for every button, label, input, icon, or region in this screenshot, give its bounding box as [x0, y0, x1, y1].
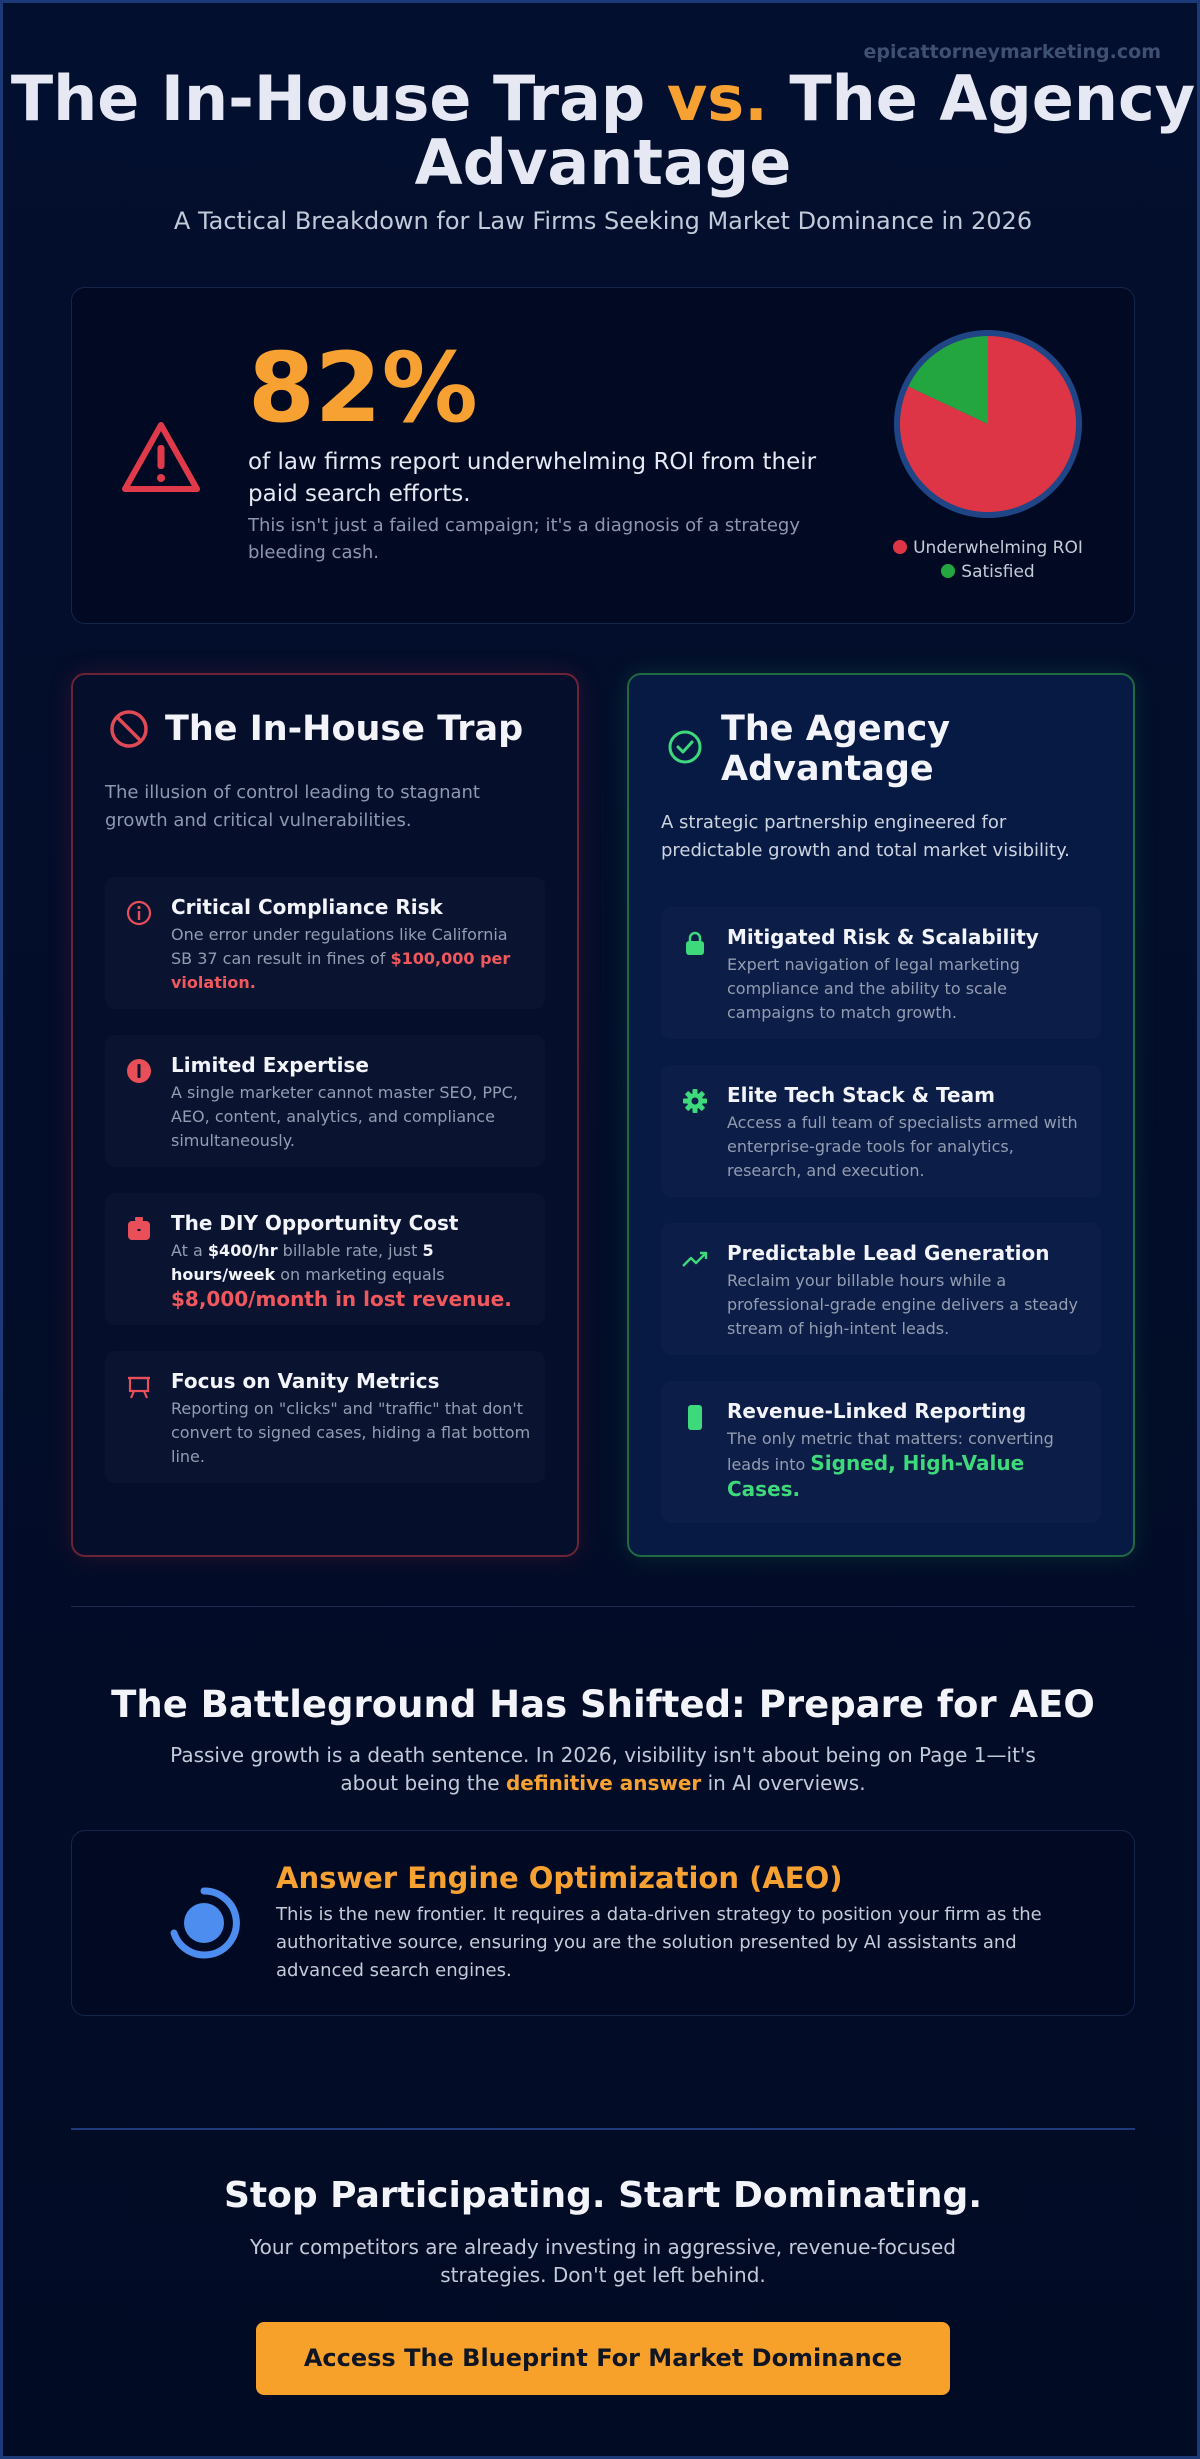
access-blueprint-button[interactable]: Access The Blueprint For Market Dominance	[256, 2322, 950, 2395]
trap-item-vanity-metrics	[105, 1351, 545, 1483]
trap-item-title: The DIY Opportunity Cost	[171, 1211, 459, 1235]
prohibited-icon	[109, 709, 149, 749]
page-title	[3, 62, 1200, 199]
fine-amount: $100,000 per violation.	[171, 949, 511, 992]
lost-revenue: $8,000/month in lost revenue.	[171, 1287, 512, 1311]
advantage-item-title: Elite Tech Stack & Team	[727, 1083, 995, 1107]
advantage-item-body: Expert navigation of legal marketing compliance and the ability to scale campaigns to match growth.	[727, 955, 1020, 1022]
target-ring-icon	[168, 1887, 240, 1959]
advantage-item-tech	[661, 1065, 1101, 1197]
aeo-card	[71, 1830, 1135, 2016]
advantage-item-title: Mitigated Risk & Scalability	[727, 925, 1039, 949]
trap-description: The illusion of control leading to stagnant growth and critical vulnerabilities.	[105, 782, 480, 831]
trap-item-body: Reporting on "clicks" and "traffic" that don't convert to signed cases, hiding a flat bottom line.	[171, 1399, 531, 1466]
body-part-a: At a	[171, 1241, 208, 1260]
advantage-item-text: The only metric that matters: converting leads into	[727, 1429, 1054, 1474]
trending-up-icon	[681, 1245, 709, 1273]
advantage-item-body	[727, 1427, 1089, 1503]
stat-card	[71, 287, 1135, 624]
advantage-item-body: Reclaim your billable hours while a professional-grade engine delivers a steady stream of high-intent leads.	[727, 1271, 1078, 1338]
advantage-item-title: Predictable Lead Generation	[727, 1241, 1050, 1265]
trap-item-body	[171, 1239, 533, 1313]
page-subtitle: A Tactical Breakdown for Law Firms Seeking Market Dominance in 2026	[173, 207, 1033, 235]
aeo-card-body: This is the new frontier. It requires a data-driven strategy to position your firm as the authoritative source, ensuring you are the solution presented by AI assistants and advanced search engines.	[276, 1904, 1042, 1981]
trap-title: The In-House Trap	[165, 709, 524, 749]
mobile-phone-icon	[681, 1403, 709, 1431]
warning-triangle-icon	[120, 419, 202, 495]
stat-value: 82%	[248, 332, 478, 444]
hours-per-week: 5 hours/week	[171, 1241, 434, 1284]
stat-main-text: of law firms report underwhelming ROI from their paid search efforts.	[248, 449, 817, 507]
advantage-item-reporting	[661, 1381, 1101, 1523]
signed-cases: Signed, High-Value Cases.	[727, 1451, 1025, 1501]
legend-item-satisfied	[852, 560, 1124, 584]
trap-item-opportunity-cost	[105, 1193, 545, 1325]
roi-pie-chart	[890, 326, 1086, 522]
advantage-title: The Agency Advantage	[721, 709, 951, 789]
aeo-subtext	[153, 1741, 1053, 1797]
title-part-1: The In-House Trap	[10, 62, 667, 135]
pie-legend	[852, 536, 1124, 584]
trap-item-title: Limited Expertise	[171, 1053, 369, 1077]
timer-icon	[125, 1215, 153, 1243]
info-circle-icon	[125, 899, 153, 927]
trap-item-text: One error under regulations like California SB 37 can result in fines of	[171, 925, 508, 968]
advantage-item-body: Access a full team of specialists armed with enterprise-grade tools for analytics, research, and execution.	[727, 1113, 1078, 1180]
gear-icon	[681, 1087, 709, 1115]
aeo-sub-b: in AI overviews.	[701, 1771, 866, 1795]
pie-svg	[890, 326, 1086, 522]
trap-item-title: Focus on Vanity Metrics	[171, 1369, 440, 1393]
advantage-item-title: Revenue-Linked Reporting	[727, 1399, 1027, 1423]
agency-advantage-card	[627, 673, 1135, 1557]
aeo-sub-highlight: definitive answer	[505, 1771, 702, 1795]
trap-item-expertise	[105, 1035, 545, 1167]
cta-subtext: Your competitors are already investing in aggressive, revenue-focused strategies. Don't get left behind.	[250, 2235, 956, 2287]
body-part-c: on marketing equals	[275, 1265, 445, 1284]
billable-rate: $400/hr	[207, 1241, 278, 1260]
legend-dot-underwhelming	[893, 540, 907, 554]
trap-item-body: A single marketer cannot master SEO, PPC, AEO, content, analytics, and compliance simultaneously.	[171, 1083, 518, 1150]
cta-divider	[71, 2128, 1135, 2130]
site-domain: epicattorneymarketing.com	[863, 41, 1161, 63]
aeo-card-title: Answer Engine Optimization (AEO)	[276, 1861, 843, 1895]
trap-item-title: Critical Compliance Risk	[171, 895, 443, 919]
check-circle-icon	[665, 727, 705, 767]
stat-sub-text: This isn't just a failed campaign; it's a diagnosis of a strategy bleeding cash.	[248, 515, 801, 563]
advantage-item-leads	[661, 1223, 1101, 1355]
title-part-2: The Agency Advantage	[414, 62, 1196, 199]
legend-item-underwhelming	[852, 536, 1124, 560]
advantage-item-risk	[661, 907, 1101, 1039]
alert-circle-icon	[125, 1057, 153, 1085]
aeo-sub-a: Passive growth is a death sentence. In 2026, visibility isn't about being on Page 1—it's about being the	[170, 1743, 1036, 1795]
trap-item-compliance	[105, 877, 545, 1009]
presentation-board-icon	[125, 1373, 153, 1401]
title-vs: vs.	[666, 62, 768, 135]
legend-dot-satisfied	[941, 564, 955, 578]
body-part-b: billable rate, just	[277, 1241, 423, 1260]
cta-heading: Stop Participating. Start Dominating.	[223, 2175, 983, 2216]
in-house-trap-card	[71, 673, 579, 1557]
legend-label-underwhelming: Underwhelming ROI	[913, 538, 1083, 558]
lock-icon	[681, 929, 709, 957]
legend-label-satisfied: Satisfied	[961, 562, 1035, 582]
section-divider	[71, 1606, 1135, 1607]
trap-item-body	[171, 923, 533, 995]
aeo-heading: The Battleground Has Shifted: Prepare for AEO	[111, 1683, 1095, 1726]
advantage-description: A strategic partnership engineered for predictable growth and total market visibility.	[661, 812, 1070, 861]
